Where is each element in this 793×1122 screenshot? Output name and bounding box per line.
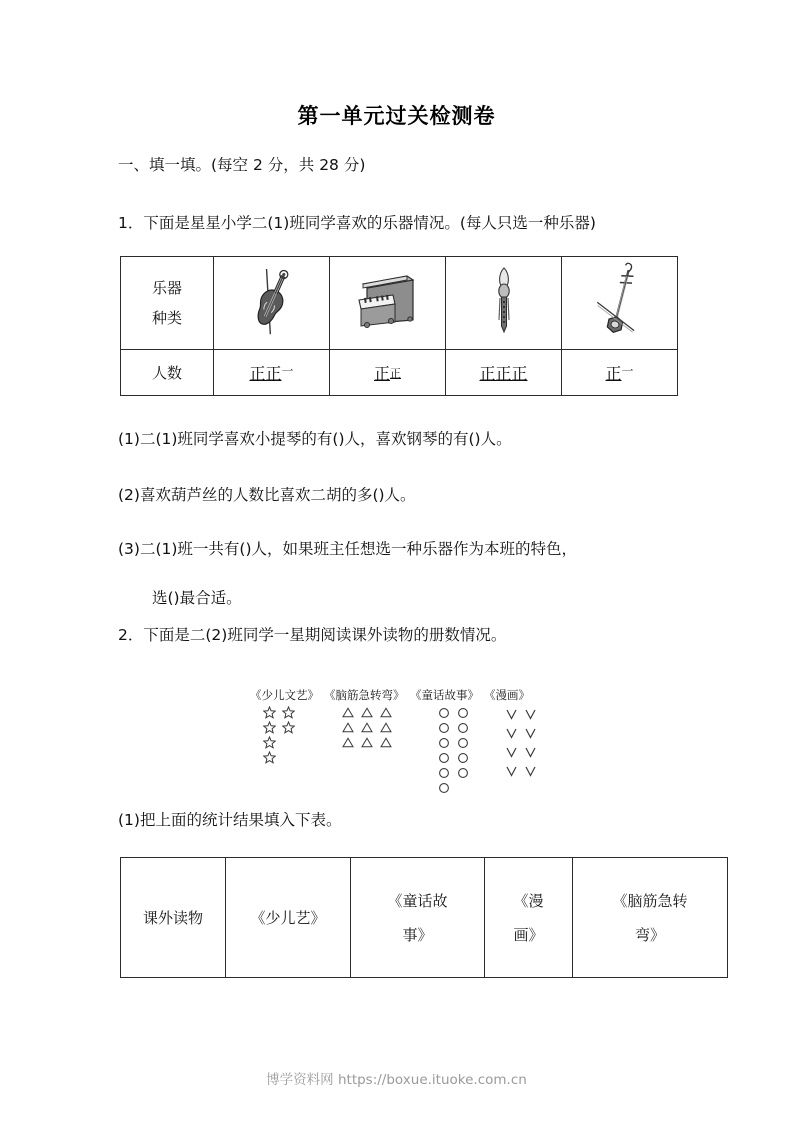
- question-2-sub-1: (1)把上面的统计结果填入下表。: [118, 811, 342, 829]
- section-heading: 一、填一填。(每空 2 分，共 28 分): [118, 156, 366, 174]
- pictogram-row: [434, 735, 472, 750]
- cell-instrument-violin: [214, 257, 330, 350]
- footer-url: https://boxue.ituoke.com.cn: [337, 1072, 527, 1088]
- check-icon: [502, 708, 521, 721]
- header-line-2: 弯》: [634, 925, 665, 944]
- triangle-icon: [338, 737, 357, 748]
- row-header-instrument-kind: [121, 257, 214, 350]
- header-line-1: 《童话故: [387, 891, 448, 910]
- question-1-sub-1: (1)二(1)班同学喜欢小提琴的有()人，喜欢钢琴的有()人。: [118, 430, 512, 448]
- triangle-icon: [376, 722, 395, 733]
- pictogram-header-3: 《漫画》: [484, 688, 530, 702]
- check-icon: [502, 746, 521, 759]
- star-icon: [279, 721, 298, 734]
- cell-header-naojinjizhuanwan: [573, 858, 728, 978]
- cell-tally-violin: [214, 350, 330, 396]
- circle-icon: [434, 782, 453, 794]
- pictogram-header-0: 《少儿文艺》: [250, 688, 319, 702]
- pictogram-row: [434, 720, 472, 735]
- question-1-sub-3: (3)二(1)班一共有()人，如果班主任想选一种乐器作为本班的特色，: [118, 540, 578, 558]
- check-icon: [521, 765, 540, 778]
- tally-full-marks: 正: [605, 364, 622, 383]
- question-1-sub-3-cont: 选()最合适。: [152, 589, 242, 607]
- star-icon: [279, 706, 298, 719]
- question-2-stem: 2．下面是二(2)班同学一星期阅读课外读物的册数情况。: [118, 626, 507, 644]
- pictogram-column-tonghuagushi: [420, 705, 496, 795]
- pictogram-row: [260, 750, 279, 765]
- reading-pictogram: [250, 688, 570, 795]
- instrument-tally-table: [120, 256, 678, 396]
- table-row: [121, 858, 728, 978]
- pictogram-row: [434, 750, 472, 765]
- pictogram-header-2: 《童话故事》: [410, 688, 479, 702]
- pictogram-row: [502, 724, 540, 743]
- check-icon: [502, 765, 521, 778]
- circle-icon: [434, 767, 453, 779]
- cell-tally-hulusi: [446, 350, 562, 396]
- pictogram-row: [338, 720, 395, 735]
- pictogram-row: [260, 720, 298, 735]
- pictogram-row: [338, 705, 395, 720]
- pictogram-column-manhua: [496, 705, 562, 795]
- header-line-1: 《漫: [513, 891, 544, 910]
- header-line-2: 事》: [402, 925, 433, 944]
- triangle-icon: [338, 707, 357, 718]
- header-line-2: 画》: [513, 925, 544, 944]
- cell-header-reading-material: 课外读物: [121, 858, 226, 978]
- check-icon: [521, 746, 540, 759]
- triangle-icon: [376, 707, 395, 718]
- circle-icon: [453, 737, 472, 749]
- erhu-icon: [562, 261, 677, 345]
- circle-icon: [453, 707, 472, 719]
- circle-icon: [434, 752, 453, 764]
- pictogram-header-1: 《脑筋急转弯》: [324, 688, 405, 702]
- tally-dash-mark: 一: [621, 364, 634, 378]
- cell-header-tonghuagushi: [351, 858, 485, 978]
- circle-icon: [434, 722, 453, 734]
- pictogram-row: [502, 762, 540, 781]
- tally-full-marks: 正正正: [479, 364, 528, 383]
- violin-icon: [214, 266, 329, 340]
- tally-full-marks: 正: [373, 364, 390, 383]
- check-icon: [521, 727, 540, 740]
- star-icon: [260, 721, 279, 734]
- tally-dash-mark: 一: [281, 364, 294, 378]
- pictogram-columns: [250, 705, 570, 795]
- cell-tally-erhu: [562, 350, 678, 396]
- pictogram-row: [502, 743, 540, 762]
- pictogram-column-naojinjizhuanwan: [338, 705, 420, 795]
- tally-hulusi: [479, 364, 527, 383]
- pictogram-row: [260, 735, 279, 750]
- hulusi-icon: [446, 262, 561, 344]
- cell-instrument-hulusi: [446, 257, 562, 350]
- pictogram-row: [260, 705, 298, 720]
- cell-instrument-erhu: [562, 257, 678, 350]
- footer-watermark: [0, 1068, 793, 1088]
- tally-erhu: [605, 364, 633, 383]
- triangle-icon: [357, 737, 376, 748]
- cell-header-manhua: [485, 858, 573, 978]
- tally-full-marks: 正正: [249, 364, 282, 383]
- footer-site-name: 博学资料网: [266, 1072, 334, 1088]
- circle-icon: [453, 752, 472, 764]
- cell-instrument-piano: [330, 257, 446, 350]
- table-row: [121, 257, 678, 350]
- kind-label-line-2: 种类: [151, 309, 182, 327]
- table-row: [121, 350, 678, 396]
- circle-icon: [453, 767, 472, 779]
- reading-material-table: [120, 857, 728, 978]
- star-icon: [260, 706, 279, 719]
- kind-label-line-1: 乐器: [151, 279, 182, 297]
- pictogram-row: [434, 780, 453, 795]
- circle-icon: [434, 707, 453, 719]
- piano-icon: [330, 270, 445, 336]
- pictogram-row: [502, 705, 540, 724]
- star-icon: [260, 736, 279, 749]
- cell-tally-piano: [330, 350, 446, 396]
- tally-partial-mark: 正: [390, 367, 401, 380]
- triangle-icon: [357, 707, 376, 718]
- check-icon: [502, 727, 521, 740]
- circle-icon: [453, 722, 472, 734]
- star-icon: [260, 751, 279, 764]
- page-title: 第一单元过关检测卷: [297, 104, 496, 128]
- triangle-icon: [376, 737, 395, 748]
- tally-violin: [249, 364, 293, 383]
- header-line-1: 《脑筋急转: [612, 891, 688, 910]
- question-1-stem: 1．下面是星星小学二(1)班同学喜欢的乐器情况。(每人只选一种乐器): [118, 214, 596, 232]
- check-icon: [521, 708, 540, 721]
- tally-piano: [374, 364, 401, 383]
- pictogram-row: [338, 735, 395, 750]
- pictogram-row: [434, 705, 472, 720]
- triangle-icon: [338, 722, 357, 733]
- row-header-person-count: 人数: [121, 350, 214, 396]
- pictogram-column-shaoerwenyi: [250, 705, 338, 795]
- circle-icon: [434, 737, 453, 749]
- triangle-icon: [357, 722, 376, 733]
- cell-header-shaoeryi: 《少儿艺》: [226, 858, 351, 978]
- pictogram-row: [434, 765, 472, 780]
- pictogram-headers: [250, 688, 570, 702]
- question-1-sub-2: (2)喜欢葫芦丝的人数比喜欢二胡的多()人。: [118, 486, 416, 504]
